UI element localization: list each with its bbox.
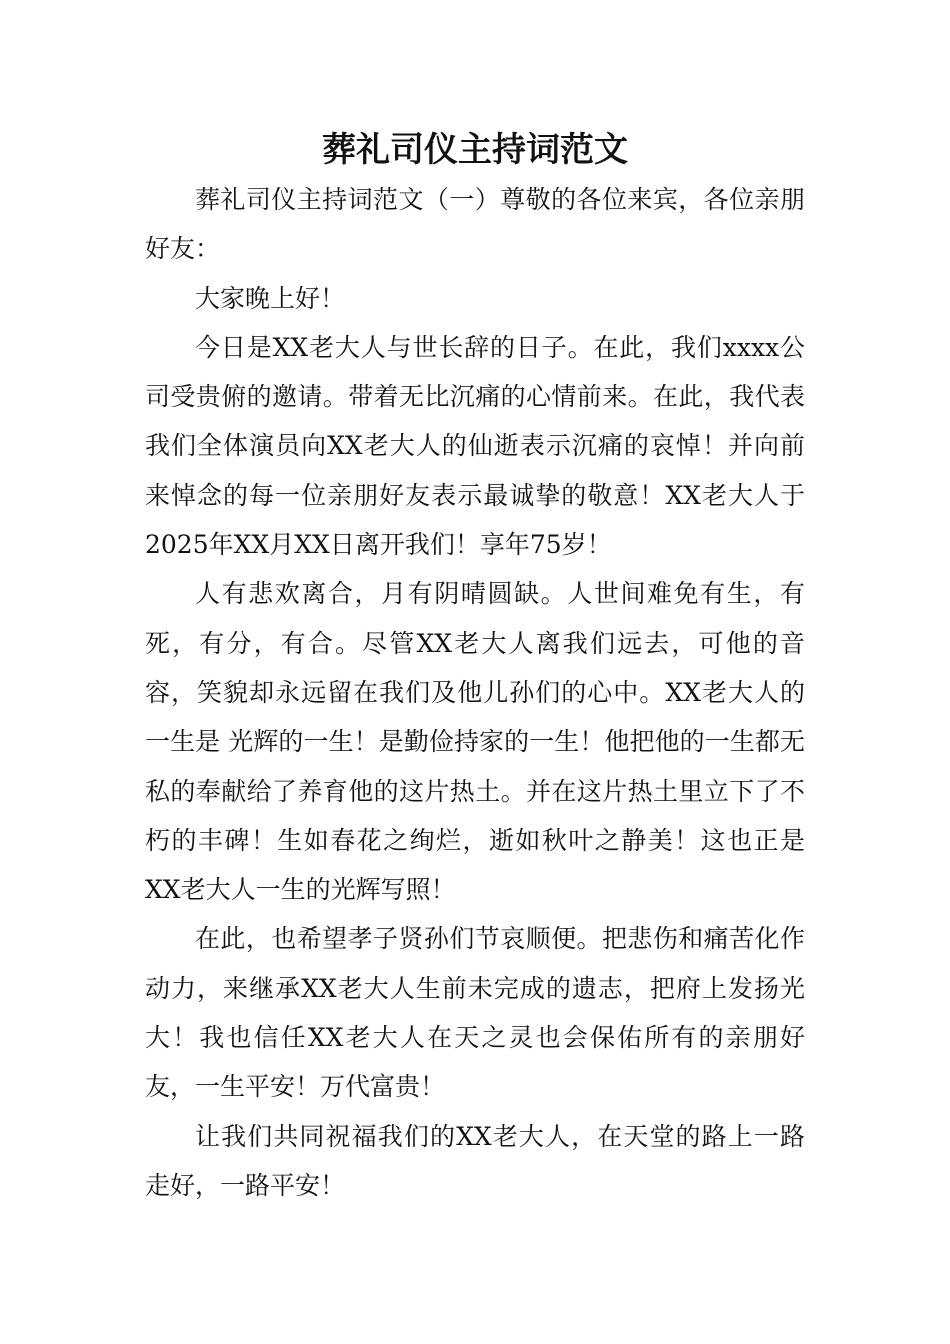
paragraph-greeting: 大家晚上好！ bbox=[195, 283, 346, 313]
paragraph-condolence: 在此，也希望孝子贤孙们节哀顺便。把悲伤和痛苦化作动力，来继承XX老大人生前未完成的遗志，把府上发扬光大！我也信任XX老大人在天之灵也会保佑所有的亲朋好友，一生平安！万代富贵！ bbox=[145, 924, 805, 1102]
document-title: 葬礼司仪主持词范文 bbox=[322, 130, 628, 170]
paragraph-eulogy: 人有悲欢离合，月有阴晴圆缺。人世间难免有生，有死，有分，有合。尽管XX老大人离我们远去，可他的音容，笑貌却永远留在我们及他儿孙们的心中。XX老大人的一生是 光辉的一生！是勤俭持家的一生！他把他的一生都无私的奉献给了养育他的这片热土。并在这片热土里立下了不朽的丰碑！生如春花之绚烂，逝如秋叶之静美！这也正是XX老大人一生的光辉写照！ bbox=[145, 579, 805, 905]
document-body bbox=[145, 175, 805, 1210]
paragraph-announcement: 今日是XX老大人与世长辞的日子。在此，我们xxxx公司受贵俯的邀请。带着无比沉痛的心情前来。在此，我代表我们全体演员向XX老大人的仙逝表示沉痛的哀悼！并向前来悼念的每一位亲朋好友表示最诚挚的敬意！XX老大人于2025年XX月XX日离开我们！享年75岁！ bbox=[145, 332, 805, 560]
paragraph-blessing: 让我们共同祝福我们的XX老大人，在天堂的路上一路走好，一路平安！ bbox=[145, 1121, 805, 1200]
paragraph-opening: 葬礼司仪主持词范文（一）尊敬的各位来宾，各位亲朋好友： bbox=[145, 185, 805, 264]
